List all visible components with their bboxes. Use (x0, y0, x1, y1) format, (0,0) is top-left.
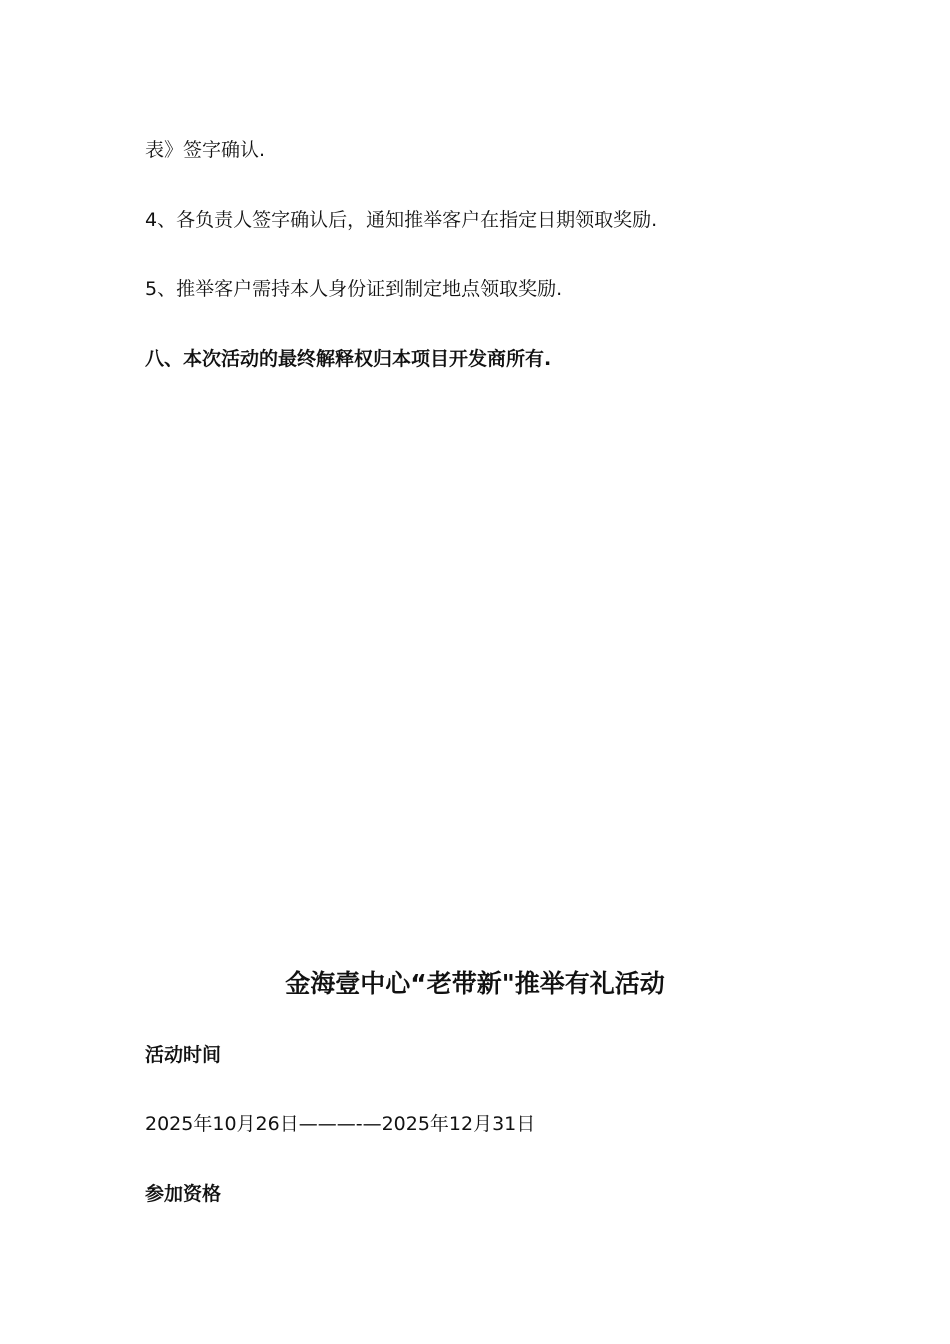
continuation-text: 表》签字确认. (145, 139, 266, 161)
section-8-heading: 八、本次活动的最终解释权归本项目开发商所有. (145, 348, 552, 370)
list-item-4: 4、各负责人签字确认后，通知推举客户在指定日期领取奖励. (145, 209, 658, 231)
eligibility-heading: 参加资格 (145, 1183, 222, 1205)
activity-time-heading: 活动时间 (145, 1044, 222, 1066)
activity-time-value: 2025年10月26日———-—2025年12月31日 (145, 1113, 536, 1135)
list-item-5: 5、推举客户需持本人身份证到制定地点领取奖励. (145, 278, 563, 300)
document-title: 金海壹中心“老带新"推举有礼活动 (285, 969, 665, 998)
